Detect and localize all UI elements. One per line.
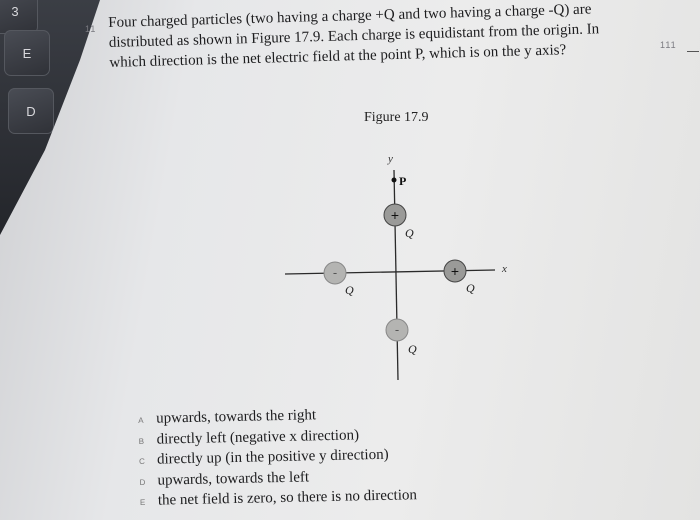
choice-letter: E — [139, 497, 146, 507]
charge-label: Q — [405, 226, 414, 240]
charge-label: Q — [408, 342, 417, 356]
key-label: E — [22, 45, 32, 61]
charge-bottom — [386, 319, 417, 356]
keyboard-key — [8, 88, 54, 134]
choice-text: the net field is zero, so there is no direction — [157, 487, 418, 509]
answer-choices — [138, 403, 480, 513]
key-label: 3 — [11, 3, 19, 19]
choice-text: directly up (in the positive y direction) — [156, 446, 389, 468]
choice-text: directly left (negative x direction) — [156, 426, 360, 448]
figure-title: Figure 17.9 — [364, 110, 429, 125]
charge-label: Q — [466, 281, 475, 295]
key-label: D — [26, 103, 36, 119]
x-axis-label: x — [502, 263, 507, 275]
charge-top — [384, 204, 414, 240]
question-text: Four charged particles (two having a charge +Q and two having a charge -Q) are distributed as shown in Figure 17.9. Each charge is equidistant from the origin. In which direction is the net electric field at the point P, which is on the y axis? — [108, 1, 600, 71]
choice-text: upwards, towards the right — [156, 407, 317, 427]
margin-dash — [687, 51, 699, 52]
choice-text: upwards, towards the left — [157, 468, 310, 489]
charge-sign: - — [332, 265, 338, 280]
y-axis-label: y — [388, 153, 393, 165]
choice-letter: D — [139, 477, 146, 487]
charge-right — [444, 260, 475, 295]
choice-letter: B — [138, 436, 145, 446]
charge-left — [324, 262, 354, 297]
charge-diagram — [270, 140, 530, 390]
point-p-label: P — [399, 174, 407, 188]
choice-letter: A — [138, 415, 144, 425]
question-number: 11 — [85, 24, 97, 34]
point-p-marker — [392, 178, 397, 183]
charge-sign: + — [390, 207, 400, 223]
charge-sign: - — [394, 322, 400, 337]
y-axis — [394, 170, 398, 380]
margin-number: 111 — [660, 40, 677, 50]
keyboard-key — [4, 30, 50, 76]
charge-label: Q — [345, 283, 354, 297]
keyboard-key — [0, 0, 38, 34]
charge-sign: + — [450, 263, 460, 279]
choice-letter: C — [138, 456, 145, 466]
